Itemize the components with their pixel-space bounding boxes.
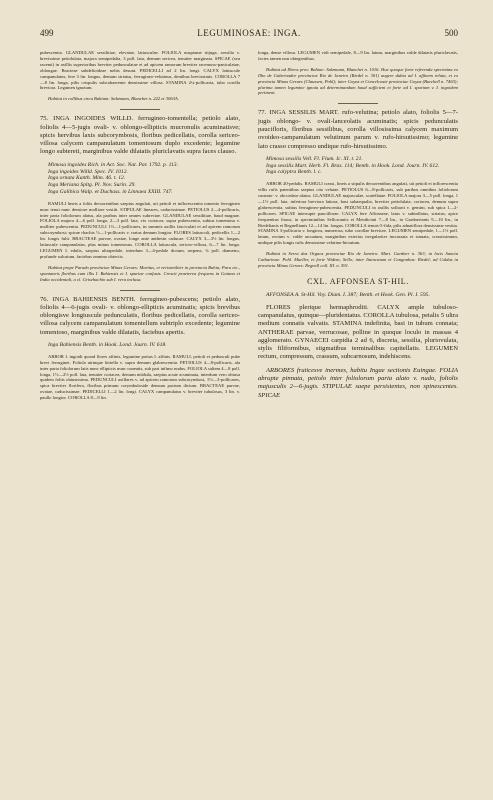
species-77-heading: 77. INGA SESSILIS MART. rufo-velutina; petiolo alato, foliolis 5—7-jugis oblongo- v. ovali-lanceolatis acuminatis; spicis pedunculatis paucifloris, floribus sessilibus, corolla villosissima calycem maximum ovoideo-campanulatum velutinum parum v. rufo-hirsutissimo; legumine lato crasso compresso undique rufo-hirsutissimo. [258, 109, 458, 150]
divider [120, 290, 160, 291]
species-75-synonyms [40, 162, 240, 196]
running-title: LEGUMINOSAE: INGA. [197, 28, 301, 38]
species-77-description: ARBOR 20-pedalis. RAMULI crassi, lineis a stipulis decurrentibus angulati, uti petioli et inflorescentia villis rufis patentibus saepius cito velatae. PETIOLUS 6—8-pollicaris, sub paribus omnibus foliolorum cuneato- v. obcordato-alatus. GLANDULAE majusculae, scutellatae. FOLIOLA majora 3—5 poll. longa, 1—1½ poll. lata, inferiora breviora latiora, basi subaequalia, breviter petiolulata, coriacea, demum supra glabrescentia, subtus ferrugineo-pubescentia. PEDUNCULI in axillis solitarii v. gemini, sub spica 1—2-pollicares. SPICAE interrupte pauciflorae. CALYX fere Affonseae, latus v. subinflatus, striatus, apice frequentius fissus, in speciminibus Sellowaniis et Mendicinii 7—8 lin., in Gardnerianis 9—10 lin., in Riedelianis et Regnellianis 12—14 lin. longus. COROLLA tenuis-5-fida, pilis adnatiflora densissime vestita. STAMINA 3-pollicaria v. longiora, numerosa, tubo corollae breviore. LEGUMEN semipedale, 1—1½ poll. latum, rectum v. valde arcuatum, marginibus exterius irregulariter incrassata et sinuata, crassissimum, undique pilis longis rufis densissime velutino-hirsutum. [258, 181, 458, 246]
species-76-heading: 76. INGA BAHIENSIS BENTH. ferrugineo-pubescens; petiolo alato, foliolis 4—6-jugis ovali- v. oblongo-ellipticis acuminatis; spicis brevibus oblongisve longiuscule pedunculatis, floribus pedicellatis, corolla sericeo-villosa calycem campanulatum tomentellum subtriplo excedente; legumine tomentoso, marginibus valde dilatatis, faciebus apertis. [40, 295, 240, 336]
species-76-synonym: Inga Bahiensis Benth. in Hook. Lond. Journ. IV. 618. [48, 341, 167, 348]
continued-description: longa, dense villosa. LEGUMEN vidi semipedale, 8—9 lin. latum, marginibus valde dilatatis pluriclavatis, facies tamen non obtegentibus. [258, 50, 458, 61]
species-75-heading: 75. INGA INGOIDES WILLD. ferrugineo-tomentella; petiolo alato, foliolis 4—5-jugis ovali- v. oblongo-ellipticis mucronulis acuminatisve; spicis hervibus laxis subcorymbosis, floribus pedicellatis, corolla sericeo-villosa calycem campanulatum tomentosum duplo excedente; legumine longo subtereti, marginibus valde dilatatis pluriclavatis supra faces clauso. [40, 115, 240, 156]
right-column [258, 50, 458, 400]
left-column [40, 50, 240, 401]
habitat-note: Habitat prope Parado provinciae Minas Geraes: Martius, et verisimiliter in provincia Bahia; Para etc., spontaneis floribus cum illis I. Bahiensis et I. spuriae confusis. Crescit praeterea frequens in Guiana et India occidentali, a cl. Grisebachio sub I. vera inclusa. [40, 264, 240, 282]
genus-description: FLORES plerique hermaphroditi. CALYX ample tubuloso-campanulatus, quinque—pluridentatus. COROLLA tubulosa, petalis 5 ultra medium connatis valvatis. STAMINA indefinita, basi in tubum connata; ANTHERAE parvae, verrucosae, polline in quoque loculo in massas 4 agglomerato. GYNAECEI carpidia 2 ad 6, discreta, sessilia, pluriovulata, stylis filiformibus, stigmatibus terminalibus capitellatis. LEGUMEN rectum, compressum, crassum, subcarnosum, indehiscens. [258, 303, 458, 361]
genus-title: CXL. AFFONSEA ST-HIL. [307, 276, 409, 286]
running-header [40, 28, 458, 40]
habitat-note: Habitat ad Ilheos prov. Bahiae: Salzmann, Blanchet n. 1016. Hue quoque forte referenda specimina ex Ilho de Gubernador provinciae Rio de Janeiro (Riedel n. 301) augere dubia ad I. affinem relata, et ex provincia Minas Geraes (Claussen, Pohl); inter Goyaz et Concelcaste provinciae Goyaz (Burchell n. 7463); plurima tamen legumine ignota ad determinandum haud sufficient et forte ad I. spuriam v. I. ingoidem pertinent. [258, 66, 458, 96]
synonym-line: Mimosa ingoides Rich. in Act. Soc. Nat. Par. 1792. p. 113. [48, 161, 178, 168]
divider [338, 103, 378, 104]
synonym-line: Inga Meriana Spltg. Pl. Nov. Surin. 29. [48, 182, 136, 189]
habitat-note: Habitat in collibus circa Bahiam: Salzmann, Blanchet n. 222 et 3063A. [48, 96, 179, 102]
synonym-line: Inga Galibica Walp. et Duchass. in Linnaea XXIII. 747. [48, 188, 173, 195]
synonym-line: Mimosa sessilis Vell. Fl. Flum. Ic. XI. t. 21. [266, 155, 363, 162]
genus-habit: ARBORES fruticesve inermes, habitu Ingae sectionis Euingae. FOLIA abrupte pinnata, petiolo inter foliolorum paria alato v. nudo, foliolis majusculis 2—6-jugis. STIPULAE saepe persistentes, non spinescentes. SPICAE [258, 366, 458, 399]
species-77-synonyms [258, 156, 458, 176]
synonym-line: Inga sessilis Mart. Herb. Fl. Bras. 114; Benth. in Hook. Lond. Journ. IV. 612. [266, 162, 440, 169]
synonym-line: Inga calyptra Benth. l. c. [266, 169, 322, 176]
continued-description: pubescentia. GLANDULAE sessilitiae, elevatae, latiusculae. FOLIOLA nuspiame trijuga, sessilia v. brevissime petiolulata, majora semipedalia, 3 poll. lata, demum sericea, tenuiter marginata. SPICAE (seu racemi) in axillis superioribus breviter pedunculatae et ad apicem ramorum breviter racemoso-paniculatae, oblongae. Bracteae subdeltoideae nobis desunt. PEDICELLI ad 2 lin. longi. CALYX latiuscule campanulatus, fere 3 lin. longus, demum striatus, ferrugineo-velutinus, dentibus brevissimis. COROLLA 7—8 lin. longa, pilis crispulis subcohaerente densissime villosa. STAMINA 2¼-pollicaria, tubo corolla breviora. Legumen ignotum. [40, 50, 240, 91]
synonym-line: Inga ornata Kunth. Mim. 46. t. 12. [48, 175, 126, 182]
species-76-description: ARBOR I. ingoidi quoad flores affinis, legumine potius I. affinis. RAMULI, petioli et pedunculi pube brevi ferruginei. Foliola utrinque hirtella v. supra demum glabrescentia. PETIOLUS 4—8-pollicaris, ala inter paria foliolorum latis nunc ellipticis nunc cuneatis, sub pari infimo nudus. FOLIOLA saltem 4—8 poll. longa, 1½—2½ poll. lata, tenuiter coriacea, demum nitidula, saepius acute acuminata, interdum vero obtusa quidem foliis obtusissima. PEDUNCULI axillares v. ad apicem ramorum subcorymbosi, 1½—3-pollicares, spica breviter florifera, floribus primum corymbuloside densum pactum dictum. BRACTEAE parvae, ovatae, caducissimae. PEDICELLI 1—2 lin. longi. CALYX campanulatus v. breviter tubulosus, 3 lin. v. paullo longior. COROLLA 8—9 lin. [40, 353, 240, 401]
habitat-note: Habitat in Serra das Orgaos provinciae Rio de Janeiro: Mart. Gardner n. 363; in locis Sancta Catharinae: Pohl. Mueller, et forte Widem; Sello; inter Itarocatum et Congonhas: Riedel; ad Caldas in provincia Minas Geraes: Regnell coll. III. n. 591. [258, 251, 458, 268]
page-number-left: 499 [40, 28, 54, 38]
synonym-line: Inga ingoides Willd. Spec. IV. 1012. [48, 168, 128, 175]
species-75-description: RAMULI lineis a foliis decurrentibus saepius angulati, uti petioli et inflorescentia tomento ferrugineo nunc tenui nunc densiore molliore vestiti. STIPULAE lineares, caducissimae. PETIOLUS 2—4-pollicaris, inter paria foliolorum alatus, ala paribus inter omnes subrectae. GLANDULAE sessilitiae, haud magnae. FOLIOLA majora 4—6 poll. longa, 2—3 poll. lata, vix coriacea, supra pubescentia, subtus tomentosa v. molliter pubescentia. PEDUNCULI 1½—1-pollicares, in summis axillis fasciculati et ad apicem ramorum subcorymbosi; spicae rhachis ½—1-pollicaris v. rarius demum longior. FLORES latiusculi, pedicellis 1—2 lin. longis fulti. BRACTEAE parvae, ovatae, longe ante anthesin caducae. CALYX 3—3½ lin. longus, latiuscule campanulatus, plus minus tomentosus. COROLLA latiuscula, sericeo-villosa, 6—7 lin. longa. LEGUMEN I. edulis, saepius ultrapedale, interdum 3—4-pedale dictum, serpens, ¾ poll. diametro, profunde sulcatum, faciebus omnino obtectis. [40, 200, 240, 259]
genus-synonym: AFFONSEA A. St-Hil. Voy. Diam. I. 387; Benth. et Hook. Gen. Pl. I. 595. [266, 291, 430, 298]
divider [120, 109, 160, 110]
page-number-right: 500 [444, 28, 458, 38]
